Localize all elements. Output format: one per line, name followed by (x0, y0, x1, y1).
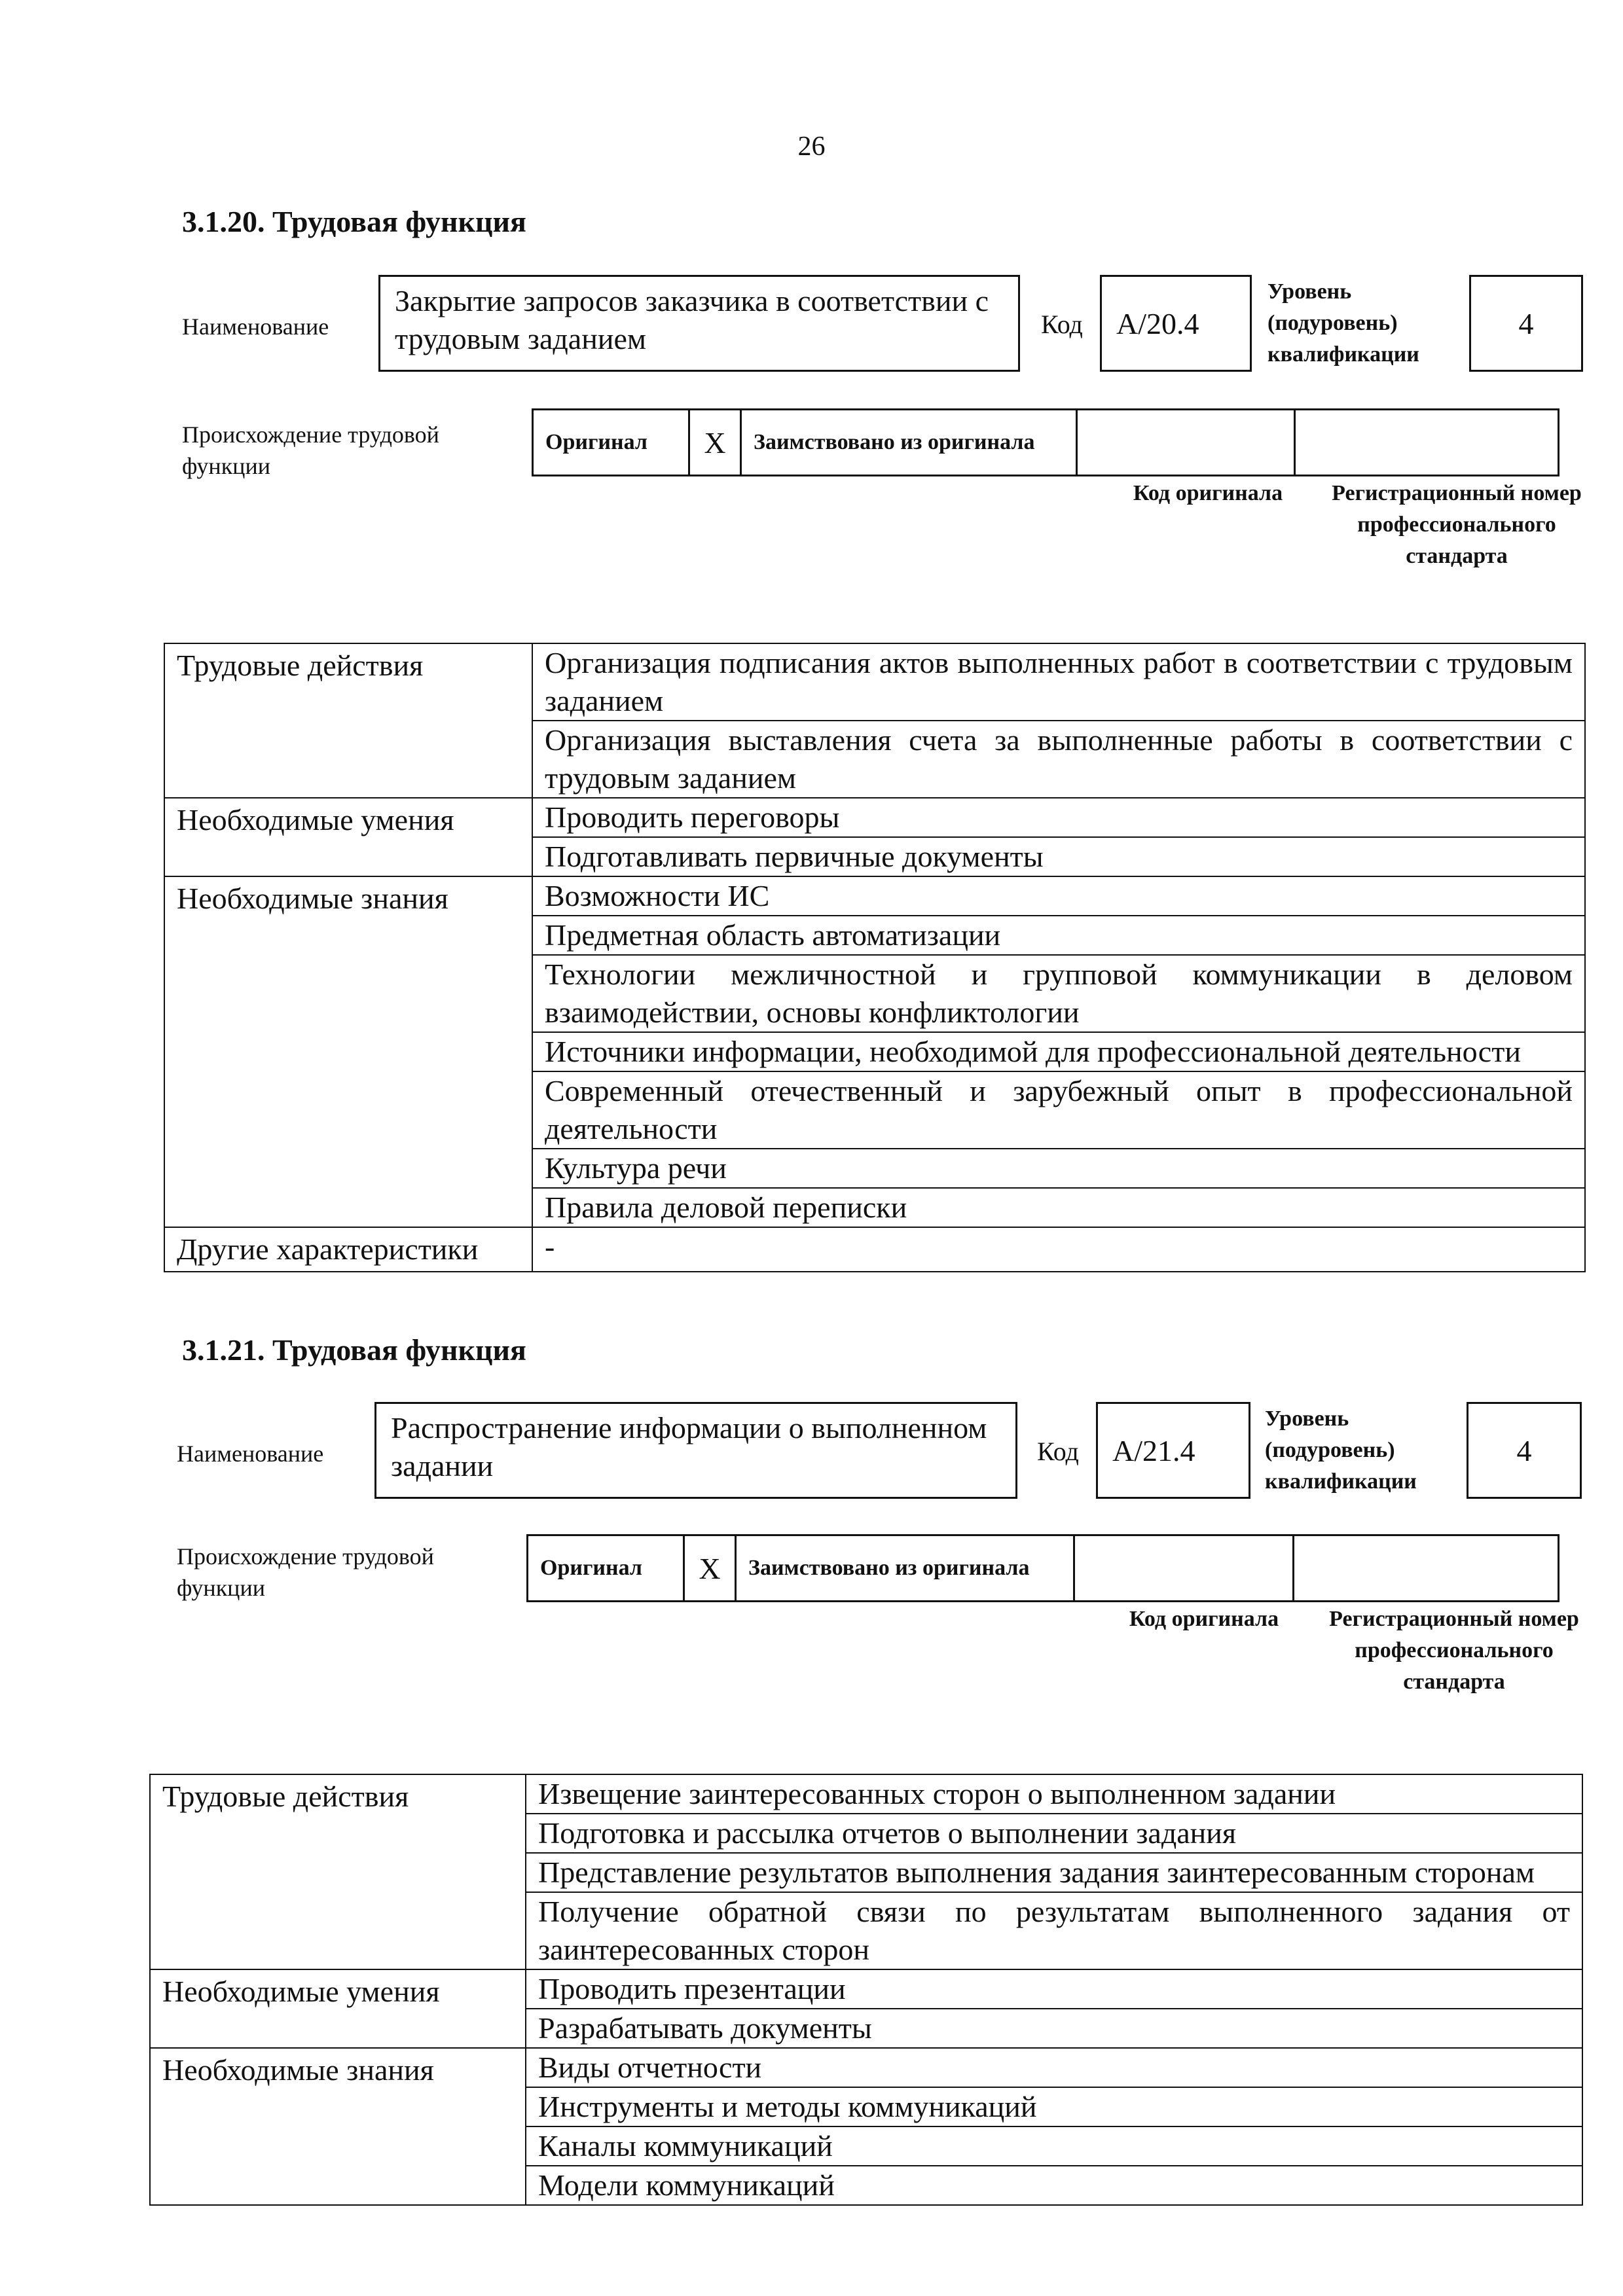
row-head-skills: Необходимые умения (150, 1969, 526, 2048)
function-name: Закрытие запросов заказчика в соответствии с трудовым заданием (395, 284, 989, 355)
reg-number-cell (1294, 1535, 1559, 1602)
function-table-3-1-21 (149, 1774, 1583, 2206)
table-cell: Организация подписания актов выполненных работ в соответствии с трудовым заданием (532, 643, 1585, 721)
table-cell: Разрабатывать документы (526, 2009, 1582, 2048)
table-cell: Правила деловой переписки (532, 1188, 1585, 1227)
table-cell: Предметная область автоматизации (532, 916, 1585, 955)
table-cell: Технологии межличностной и групповой коммуникации в деловом взаимодействии, основы конфликтологии (532, 955, 1585, 1032)
orig-code-cell (1074, 1535, 1294, 1602)
code-label: Код (1037, 1437, 1079, 1466)
function-name-box (374, 1402, 1017, 1499)
code-box (1100, 275, 1252, 372)
page-number: 26 (797, 132, 826, 162)
origin-label: Происхождение трудовой функции (177, 1543, 434, 1601)
table-cell: Модели коммуникаций (526, 2166, 1582, 2205)
row-head-labor-actions: Трудовые действия (150, 1774, 526, 1969)
reg-number-caption: Регистрационный номер профессионального стандарта (1329, 1607, 1579, 1694)
table-cell: Современный отечественный и зарубежный опыт в профессиональной деятельности (532, 1071, 1585, 1149)
code-label: Код (1041, 310, 1083, 339)
code-box (1096, 1402, 1250, 1499)
section-title: 3.1.20. Трудовая функция (182, 205, 526, 238)
borrowed-label: Заимствовано из оригинала (741, 410, 1077, 476)
table-cell: Источники информации, необходимой для профессиональной деятельности (532, 1032, 1585, 1071)
table-cell: Организация выставления счета за выполненные работы в соответствии с трудовым заданием (532, 721, 1585, 798)
level-label: Уровень (подуровень) квалификации (1267, 279, 1419, 367)
level-box (1467, 1402, 1582, 1499)
orig-code-caption: Код оригинала (1133, 481, 1283, 505)
orig-code-cell (1077, 410, 1295, 476)
row-head-labor-actions: Трудовые действия (164, 643, 532, 798)
table-cell: Проводить презентации (526, 1969, 1582, 2009)
orig-code-caption: Код оригинала (1129, 1607, 1279, 1631)
table-cell: Возможности ИС (532, 876, 1585, 916)
level-value: 4 (1516, 1433, 1532, 1467)
table-cell: Виды отчетности (526, 2048, 1582, 2087)
origin-table (526, 1534, 1559, 1602)
code-value: А/20.4 (1116, 306, 1199, 340)
reg-number-caption: Регистрационный номер профессионального стандарта (1332, 481, 1582, 568)
function-name-box (378, 275, 1020, 372)
table-cell: Культура речи (532, 1149, 1585, 1188)
original-label: Оригинал (528, 1535, 684, 1602)
row-head-other: Другие характеристики (164, 1227, 532, 1272)
table-cell: Подготовка и рассылка отчетов о выполнении задания (526, 1814, 1582, 1853)
level-box (1469, 275, 1583, 372)
row-head-knowledge: Необходимые знания (150, 2048, 526, 2205)
borrowed-label: Заимствовано из оригинала (736, 1535, 1074, 1602)
origin-label: Происхождение трудовой функции (182, 422, 439, 479)
table-cell: - (532, 1227, 1585, 1272)
origin-table (532, 408, 1559, 476)
original-mark: X (684, 1535, 736, 1602)
function-table-3-1-20 (164, 643, 1586, 1272)
reg-number-cell (1295, 410, 1559, 476)
original-label: Оригинал (533, 410, 689, 476)
table-cell: Представление результатов выполнения задания заинтересованным сторонам (526, 1853, 1582, 1892)
table-cell: Инструменты и методы коммуникаций (526, 2087, 1582, 2126)
table-cell: Проводить переговоры (532, 798, 1585, 837)
level-value: 4 (1518, 306, 1534, 340)
level-label: Уровень (подуровень) квалификации (1265, 1407, 1417, 1494)
table-cell: Подготавливать первичные документы (532, 837, 1585, 876)
row-head-skills: Необходимые умения (164, 798, 532, 876)
name-label: Наименование (177, 1441, 324, 1467)
function-name: Распространение информации о выполненном задании (391, 1411, 987, 1482)
original-mark: X (689, 410, 741, 476)
code-value: А/21.4 (1112, 1433, 1195, 1467)
table-cell: Каналы коммуникаций (526, 2126, 1582, 2166)
table-cell: Извещение заинтересованных сторон о выполненном задании (526, 1774, 1582, 1814)
name-label: Наименование (182, 314, 329, 340)
table-cell: Получение обратной связи по результатам выполненного задания от заинтересованных сторон (526, 1892, 1582, 1969)
row-head-knowledge: Необходимые знания (164, 876, 532, 1227)
section-title: 3.1.21. Трудовая функция (182, 1333, 526, 1367)
